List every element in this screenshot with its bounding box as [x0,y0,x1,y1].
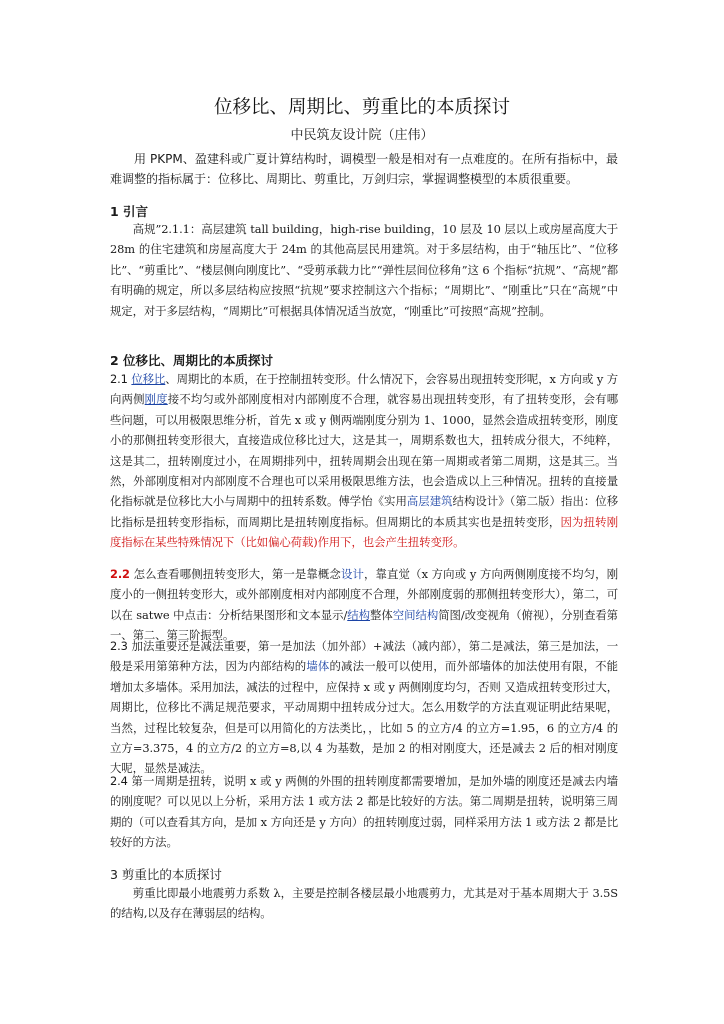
section-number: 2.2 [110,567,130,581]
paragraph-text: 接不均匀或外部刚度相对内部刚度不合理，就容易出现扭转变形，有了扭转变形，会有哪些问题，可以用极限思维分析，首先 x 或 y 侧两端刚度分别为 1、1000，显然会造成扭转变形，刚度小的那侧扭转变形很大，直接造成位移比过大，这是其一，周期系数也大，扭转成分很大，不纯粹，这是其二，扭转刚度过小，在周期排列中，扭转周期会出现在第一周期或者第二周期，这是其三。当然，外部刚度相对内部刚度不合理也可以采用极限思维方法，也会造成以上三种情况。扭转的直接量化指标就是位移比大小与周期中的扭转系数。傅学怡《实用 [110,392,618,509]
section-number: 2.1 [110,372,128,386]
link-wall[interactable]: 墙体 [306,659,330,674]
section-2-1-paragraph [110,369,618,553]
author-line: 中民筑友设计院（庄伟） [290,128,434,143]
paragraph-text: 加法重要还是减法重要，第一是加法（加外部）+减法（减内部），第二是减法，第三是加法，一般是采用第第种方法，因为内部结构的 [110,639,618,674]
section-2-3-paragraph [110,636,618,779]
page-title: 位移比、周期比、剪重比的本质探讨 [213,97,510,118]
intro-paragraph: 用 PKPM、盈建科或广夏计算结构时，调模型一般是相对有一点难度的。在所有指标中，最难调整的指标属于：位移比、周期比、剪重比，万剑归宗，掌握调整模型的本质很重要。 [110,152,618,186]
paragraph-text: 怎么查看哪侧扭转变形大，第一是靠概念 [129,567,341,581]
paragraph-text: 整体 [370,607,393,622]
link-design[interactable]: 设计 [340,567,364,581]
link-high-rise-building[interactable]: 高层建筑 [406,494,453,509]
link-structure[interactable]: 结构 [347,607,371,622]
section-number: 2.4 [110,774,128,788]
highlight-text: 因为扭转刚度指标在某些特殊情况下（比如偏心荷载)作用下，也会产生扭转变形。 [110,514,618,550]
link-stiffness[interactable]: 刚度 [144,392,168,407]
paragraph-text: 简图/改变视角（俯视），分别查看第一、第二、第三阶振型。 [110,607,618,643]
link-spatial-structure[interactable]: 空间结构 [392,607,439,622]
section-number: 2.3 [110,639,128,653]
section-1-heading: 1 引言 [110,204,149,219]
section-3-heading: 3 剪重比的本质探讨 [110,867,222,882]
section-2-heading: 2 位移比、周期比的本质探讨 [110,353,274,368]
link-displacement-ratio[interactable]: 位移比 [131,372,166,386]
section-2-4-paragraph [110,771,618,853]
paragraph-text: 结构设计》（第二版）指出：位移比指标是扭转变形指标，而周期比是扭转刚度指标。但周期比的本质其实也是扭转变形， [110,494,618,529]
section-2-2-paragraph [110,564,618,646]
section-1-paragraph: 高规”2.1.1：高层建筑 tall building，high-rise building，10 层及 10 层以上或房屋高度大于 28m 的住宅建筑和房屋高度大于 24m 的其他高层民用建筑。对于多层结构，由于“轴压比”、“位移比”、“剪重比”、“楼层侧向刚度比”、“受剪承载力比”“弹性层间位移角”这 6 个指标“抗规”、“高规”都有明确的规定，所以多层结构应按照“抗规”要求控制这六个指标；“周期比”、“刚重比”只在“高规”中规定，对于多层结构，“周期比”可根据具体情况适当放宽，“刚重比”可按照“高规”控制。 [110,222,618,318]
paragraph-text: ，靠直觉（x 方向或 y 方向两侧刚度接不均匀，刚度小的一侧扭转变形大，或外部刚度相对内部刚度不合理，外部刚度弱的那侧扭转变形大），第二，可以在 satwe 中点击：分析结果图形和文本显示/ [110,567,618,622]
paragraph-text: 第一周期是扭转，说明 x 或 y 两侧的外围的扭转刚度都需要增加，是加外墙的刚度还是减去内墙的刚度呢？可以见以上分析，采用方法 1 或方法 2 都是比较好的方法。第二周期是扭转，说明第三周期的（可以查看其方向，是加 x 方向还是 y 方向）的扭转刚度过弱，同样采用方法 1 或方法 2 都是比较好的方法。 [110,774,618,850]
paragraph-text: 的减法一般可以使用，而外部墙体的加法使用有限，不能增加太多墙体。采用加法，减法的过程中，应保持 x 或 y 两侧刚度均匀，否则 又造成扭转变形过大，周期比，位移比不满足规范要求，平动周期中扭转成分过大。怎么用数学的方法直观证明此结果呢，当然，过程比较复杂，但是可以用简化的方法类比，，比如 5 的立方/4 的立方=1.95，6 的立方/4 的立方=3.375，4 的立方/2 的立方=8,以 4 为基数，是加 2 的相对刚度大，还是减去 2 后的相对刚度大呢，显然是减法。 [110,659,618,776]
paragraph-text: 、周期比的本质，在于控制扭转变形。什么情况下，会容易出现扭转变形呢，x 方向或 y 方向两侧 [110,372,618,407]
section-3-paragraph: 剪重比即最小地震剪力系数 λ，主要是控制各楼层最小地震剪力，尤其是对于基本周期大于 3.5S 的结构,以及存在薄弱层的结构。 [110,886,618,921]
